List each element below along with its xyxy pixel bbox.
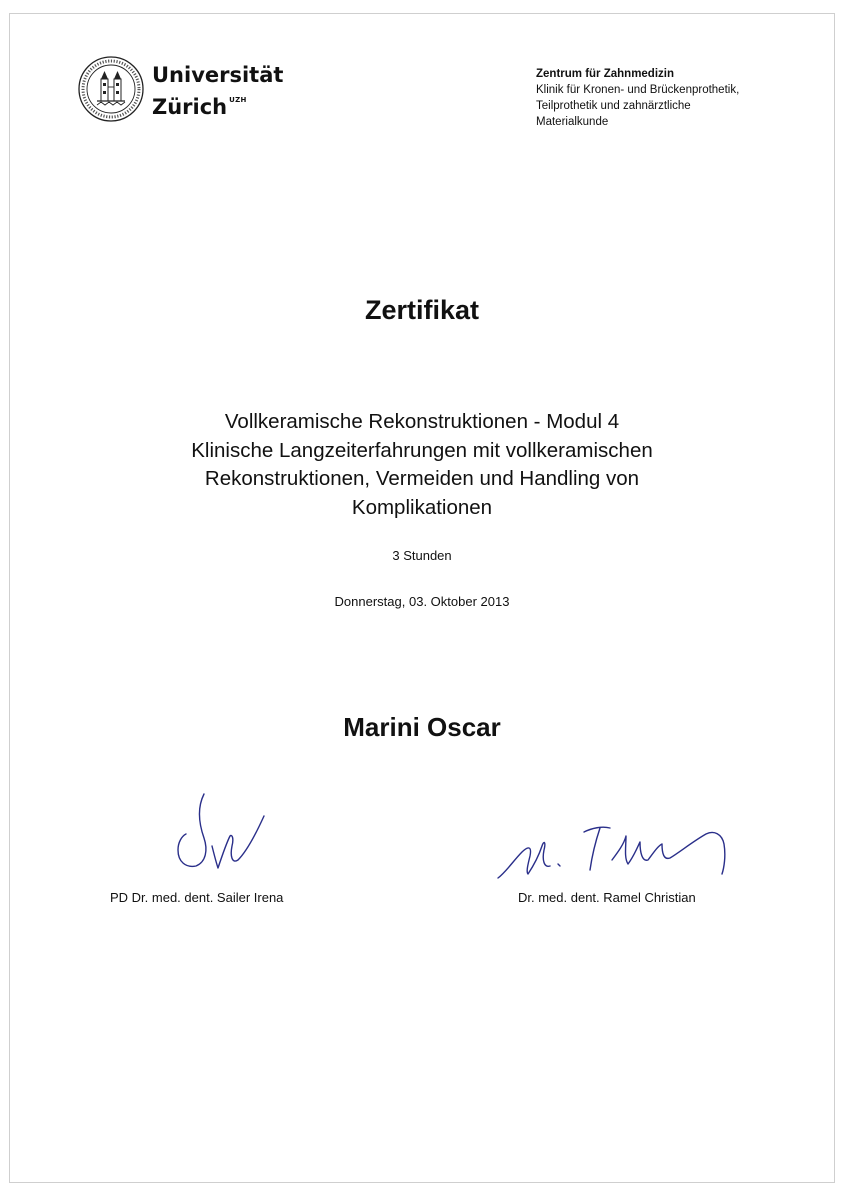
course-hours: 3 Stunden xyxy=(392,548,452,563)
university-city-line xyxy=(152,87,247,120)
recipient-name: Marini Oscar xyxy=(343,712,501,742)
signer-name-left: PD Dr. med. dent. Sailer Irena xyxy=(110,890,284,905)
university-name: Universität xyxy=(152,63,284,87)
university-seal-icon xyxy=(77,55,145,123)
course-line: Klinische Langzeiterfahrungen mit vollkeramischen xyxy=(191,438,653,462)
signature-right xyxy=(492,816,732,886)
course-line: Komplikationen xyxy=(351,495,493,519)
department-line: Klinik für Kronen- und Brückenprothetik, xyxy=(536,84,740,96)
course-line: Rekonstruktionen, Vermeiden und Handling von xyxy=(204,467,640,490)
course-date: Donnerstag, 03. Oktober 2013 xyxy=(334,594,510,609)
university-logo xyxy=(77,55,284,125)
signer-name-right: Dr. med. dent. Ramel Christian xyxy=(518,890,696,905)
department-name: Zentrum für Zahnmedizin xyxy=(536,68,674,80)
department-block xyxy=(536,66,796,130)
course-line: Vollkeramische Rekonstruktionen - Modul 4 xyxy=(224,410,620,433)
department-line: Teilprothetik und zahnärztliche xyxy=(536,100,691,112)
department-line: Materialkunde xyxy=(536,116,609,128)
signature-left xyxy=(168,786,268,876)
course-description xyxy=(0,408,844,522)
certificate-title: Zertifikat xyxy=(364,295,480,325)
university-abbr: UZH xyxy=(229,96,247,104)
university-city: Zürich xyxy=(152,95,228,119)
